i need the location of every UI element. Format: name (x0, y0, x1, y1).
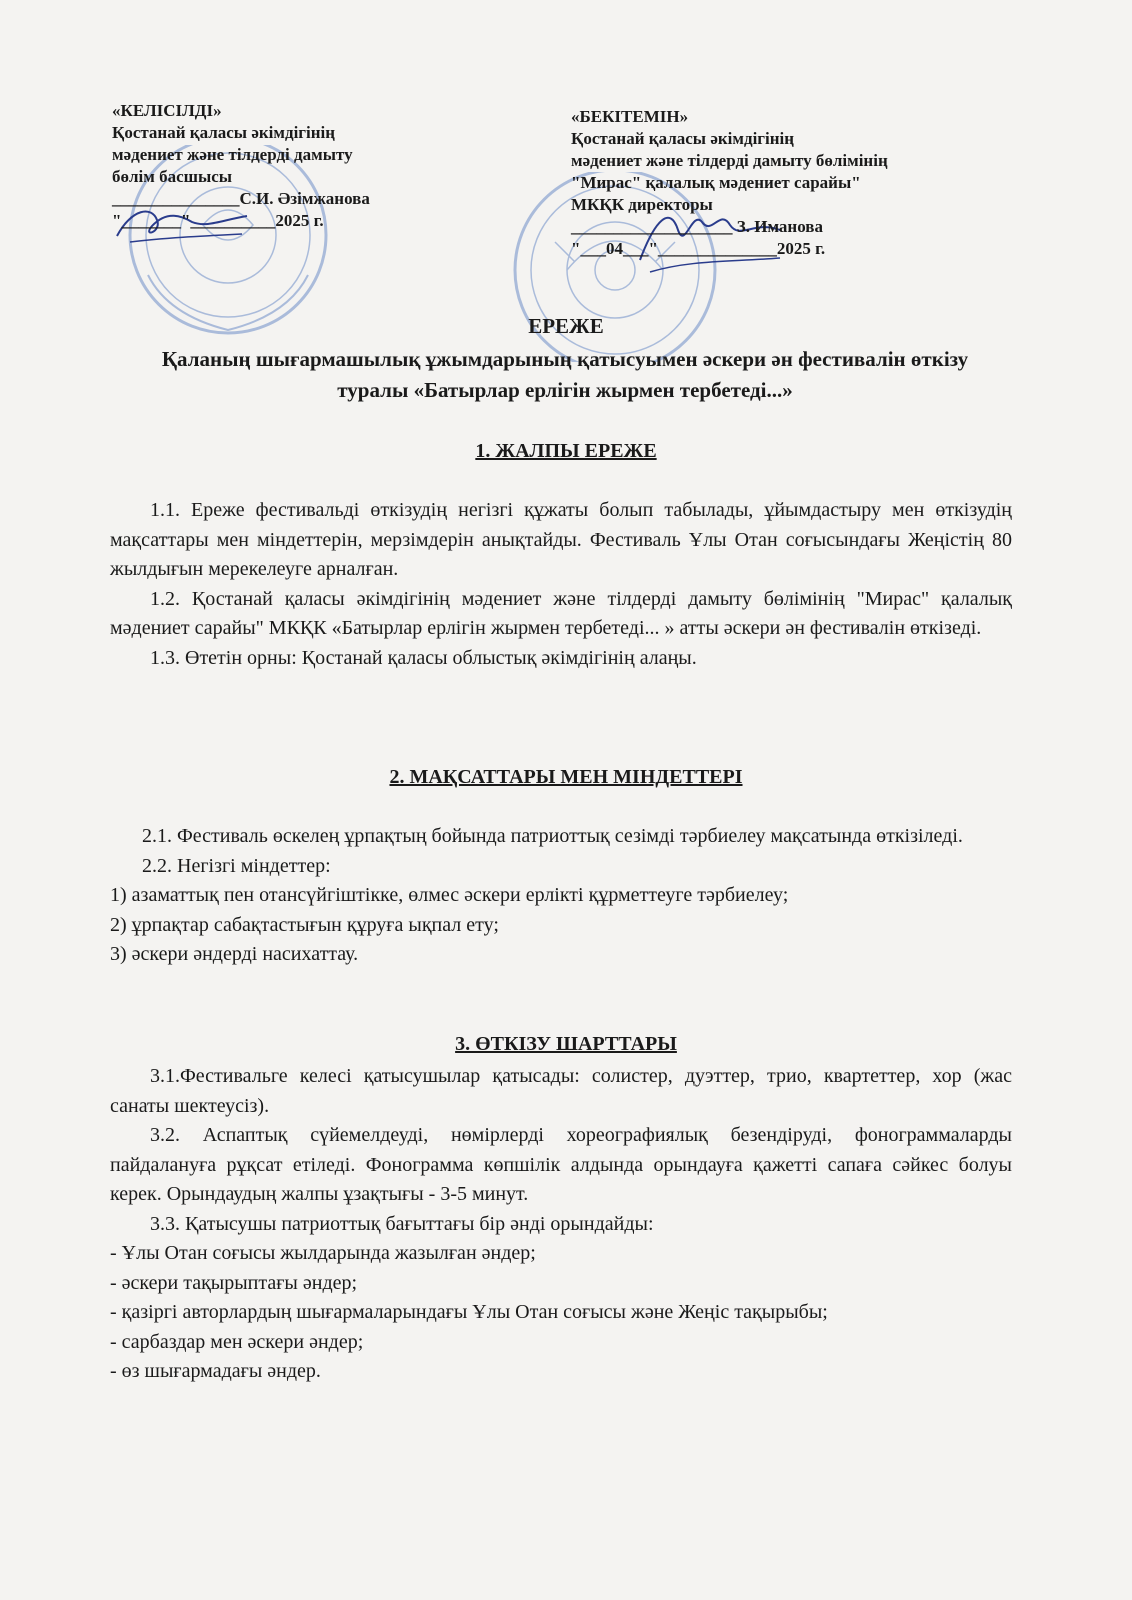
approval-signature-line: ___________________ З. Иманова (571, 217, 823, 236)
section-body (110, 1062, 1012, 1387)
list-item: - өз шығармадағы әндер. (110, 1360, 321, 1382)
approval-line: «КЕЛІСІЛДІ» (112, 101, 222, 120)
approval-line: бөлім басшысы (112, 167, 233, 186)
paragraph: 3.3. Қатысушы патриоттық бағыттағы бір әнді орындайды: (150, 1212, 654, 1235)
paragraph: 3.1.Фестивальге келесі қатысушылар қатысады: солистер, дуэттер, трио, квартеттер, хор (жас санаты шектеусіз). (110, 1065, 1012, 1117)
list-item: 3) әскери әндерді насихаттау. (110, 943, 359, 965)
section-heading: 3. ӨТКІЗУ ШАРТТАРЫ (455, 1033, 677, 1055)
approval-line: мәдениет және тілдерді дамыту бөлімінің (571, 151, 888, 170)
paragraph: 1.1. Ереже фестивальді өткізудің негізгі құжаты болып табылады, ұйымдастыру мен өткізудің мақсаттары мен міндеттерін, мерзімдерін анықтайды. Фестиваль Ұлы Отан соғысындағы Жеңістің 80 жылдығын мерекелеуге арналған. (110, 499, 1012, 580)
section-body (110, 822, 1012, 970)
approval-line: «БЕКІТЕМІН» (571, 107, 689, 126)
paragraph: 2.2. Негізгі міндеттер: (142, 854, 331, 877)
list-item: - сарбаздар мен әскери әндер; (110, 1330, 364, 1353)
list-item: 1) азаматтық пен отансүйгіштікке, өлмес әскери ерлікті құрметтеуге тәрбиелеу; (110, 884, 789, 906)
section-body (110, 496, 1012, 673)
list-item: - қазіргі авторлардың шығармаларындағы Ұлы Отан соғысы және Жеңіс тақырыбы; (110, 1301, 828, 1323)
approval-block-agreed (112, 100, 370, 232)
document-title: ЕРЕЖЕ (528, 314, 604, 338)
paragraph: 1.3. Өтетін орны: Қостанай қаласы облыстық әкімдігінің алаңы. (150, 646, 697, 669)
approval-line: Қостанай қаласы әкімдігінің (571, 129, 795, 148)
list-item: 2) ұрпақтар сабақтастығын құруға ықпал ету; (110, 913, 499, 936)
approval-date-line: "_______"__________2025 г. (112, 211, 324, 230)
approval-line: МКҚК директоры (571, 195, 713, 214)
approval-block-approved (571, 106, 888, 260)
approval-date-line: "___04___"______________2025 г. (571, 239, 826, 258)
approval-signature-line: _______________С.И. Әзімжанова (112, 189, 370, 208)
document-subtitle: Қаланың шығармашылық ұжымдарының қатысуымен әскери ән фестивалін өткізу туралы «Батырлар ерлігін жырмен тербетеді...» (161, 347, 969, 402)
section-heading: 1. ЖАЛПЫ ЕРЕЖЕ (475, 440, 657, 462)
paragraph: 2.1. Фестиваль өскелең ұрпақтың бойында патриоттық сезімді тәрбиелеу мақсатында өткізіледі. (142, 825, 963, 847)
approval-line: "Мирас" қалалық мәдениет сарайы" (571, 173, 861, 192)
paragraph: 3.2. Аспаптық сүйемелдеуді, нөмірлерді хореографиялық безендіруді, фонограммаларды пайдалануға рұқсат етіледі. Фонограмма көпшілік алдында орындауға қажетті сапаға сәйкес болуы керек. Орындаудың жалпы ұзақтығы - 3-5 минут. (110, 1124, 1012, 1205)
list-item: - әскери тақырыптағы әндер; (110, 1271, 358, 1294)
approval-line: Қостанай қаласы әкімдігінің (112, 123, 336, 142)
approval-line: мәдениет және тілдерді дамыту (112, 145, 353, 164)
paragraph: 1.2. Қостанай қаласы әкімдігінің мәдениет және тілдерді дамыту бөлімінің "Мирас" қалалық мәдениет сарайы" МКҚК «Батырлар ерлігін жырмен тербетеді... » атты әскери ән фестивалін өткізеді. (110, 587, 1012, 639)
section-heading: 2. МАҚСАТТАРЫ МЕН МІНДЕТТЕРІ (389, 766, 743, 788)
list-item: - Ұлы Отан соғысы жылдарында жазылған әндер; (110, 1242, 536, 1264)
